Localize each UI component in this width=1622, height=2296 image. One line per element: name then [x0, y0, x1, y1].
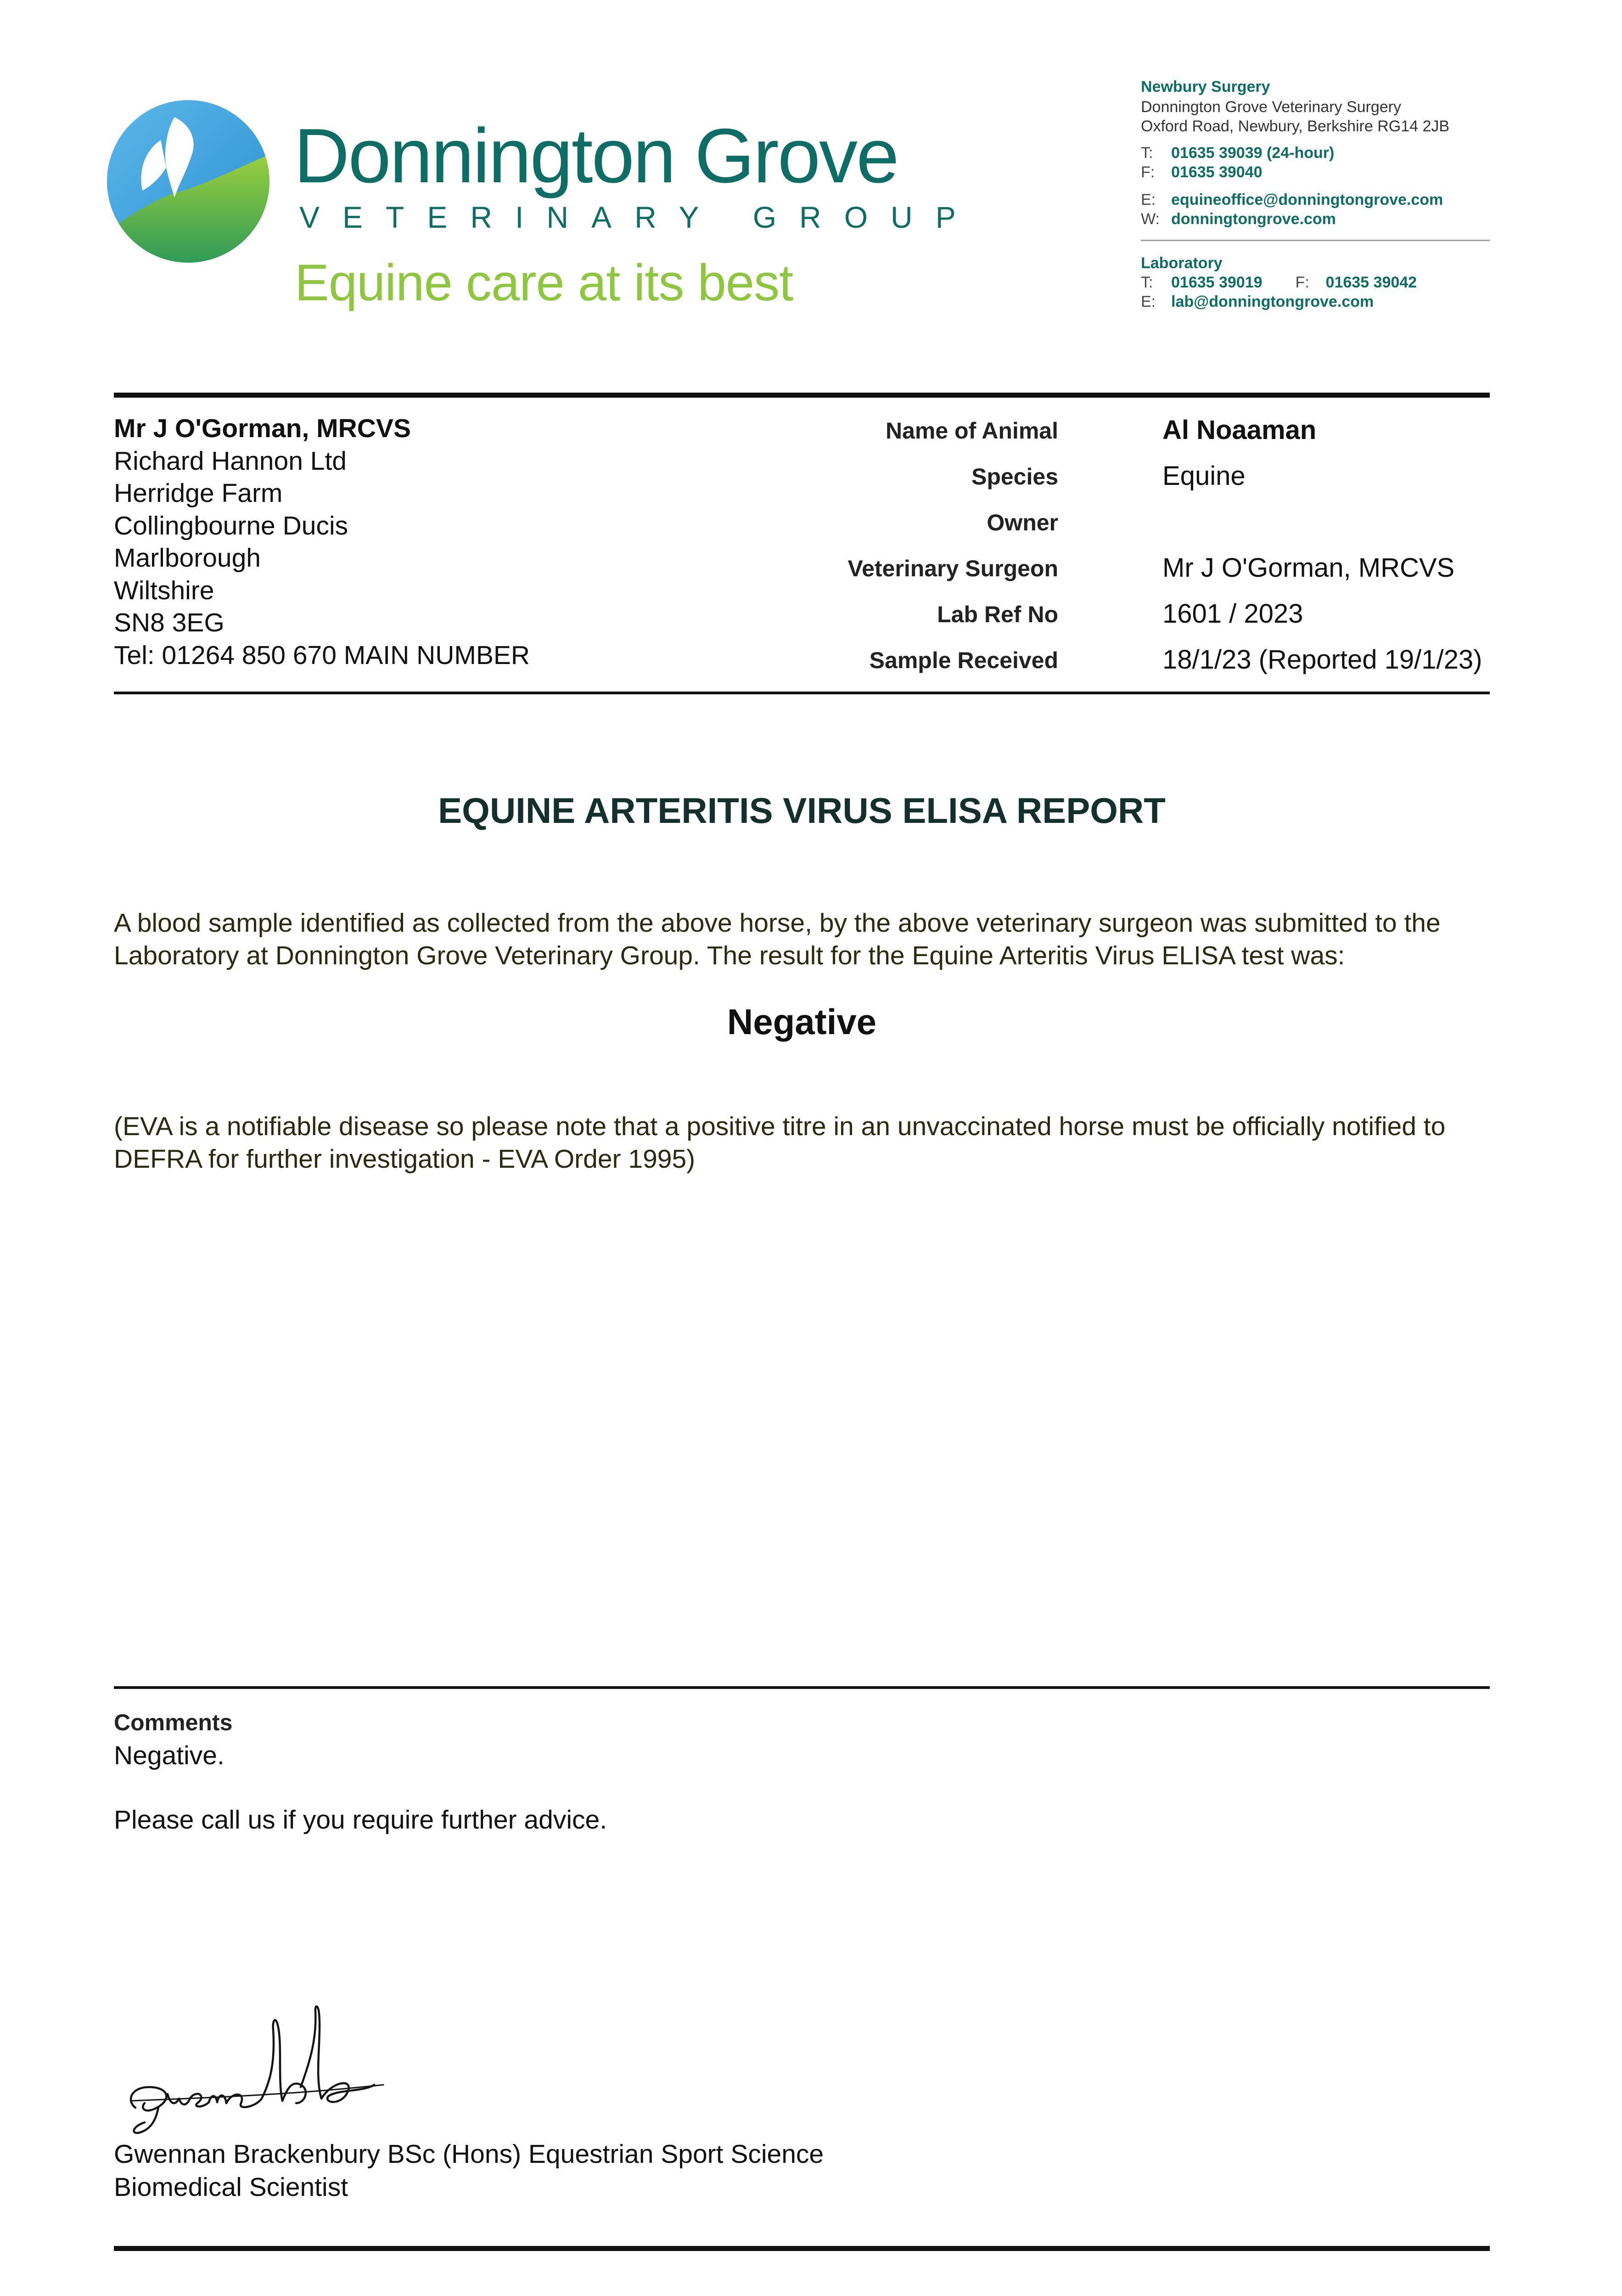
test-result: Negative [727, 1002, 877, 1042]
laboratory-phone-fax: T: 01635 39019 F: 01635 39042 [1141, 274, 1417, 291]
footer-rule [114, 2246, 1490, 2251]
info-value: Equine [1162, 461, 1246, 491]
surgery-email: E: equineoffice@donningtongrove.com [1141, 191, 1443, 208]
info-row-species [826, 461, 1492, 506]
comments-text: Negative. [114, 1741, 224, 1770]
animal-info-table [826, 415, 1492, 690]
info-row-lab-ref [826, 598, 1492, 644]
laboratory-phone-number[interactable]: 01635 39019 [1171, 274, 1263, 291]
recipient-address [114, 412, 619, 682]
practice-logo [106, 99, 271, 264]
address-line: Marlborough [114, 543, 261, 573]
surgery-address-line2: Oxford Road, Newbury, Berkshire RG14 2JB [1141, 118, 1450, 135]
signatory-role: Biomedical Scientist [114, 2172, 348, 2202]
info-label: Sample Received [869, 647, 1058, 673]
address-line: Herridge Farm [114, 478, 283, 508]
info-row-vet [826, 552, 1492, 598]
recipient-name: Mr J O'Gorman, MRCVS [114, 414, 411, 443]
contact-divider [1141, 240, 1490, 241]
info-label: Lab Ref No [937, 602, 1058, 627]
info-row-sample-received [826, 644, 1492, 690]
surgery-website: W: donningtongrove.com [1141, 210, 1336, 228]
laboratory-email: E: lab@donningtongrove.com [1141, 293, 1374, 310]
advice-text: Please call us if you require further advice. [114, 1805, 607, 1835]
surgery-heading: Newbury Surgery [1141, 78, 1270, 96]
address-line: SN8 3EG [114, 608, 224, 637]
surgery-fax: F: 01635 39040 [1141, 163, 1263, 181]
notice-paragraph: (EVA is a notifiable disease so please note that a positive titre in an unvaccinated horse must be officially notified to DEFRA for further investigation - EVA Order 1995) [114, 1112, 1446, 1174]
laboratory-heading: Laboratory [1141, 254, 1223, 272]
surgery-address-line1: Donnington Grove Veterinary Surgery [1141, 98, 1401, 116]
comments-heading: Comments [114, 1710, 233, 1735]
info-value: Al Noaaman [1162, 415, 1317, 445]
surgery-phone-number[interactable]: 01635 39039 (24-hour) [1171, 144, 1335, 162]
report-title: EQUINE ARTERITIS VIRUS ELISA REPORT [438, 790, 1166, 831]
info-value: 1601 / 2023 [1162, 599, 1303, 629]
address-line: Wiltshire [114, 575, 214, 605]
info-value: Mr J O'Gorman, MRCVS [1162, 553, 1455, 583]
info-rule [114, 692, 1490, 694]
intro-paragraph: A blood sample identified as collected from the above horse, by the above veterinary surgeon was submitted to the Laboratory at Donnington Grove Veterinary Group. The result for the Equine Arteritis Virus ELISA test was: [114, 908, 1441, 970]
website-link[interactable]: donningtongrove.com [1171, 210, 1336, 228]
surgery-phone: T: 01635 39039 (24-hour) [1141, 144, 1335, 162]
info-value: 18/1/23 (Reported 19/1/23) [1162, 645, 1482, 675]
comments-rule [114, 1686, 1490, 1689]
brand-subtitle: VETERINARY GROUP [299, 200, 979, 234]
laboratory-email-link[interactable]: lab@donningtongrove.com [1171, 293, 1374, 310]
address-line: Collingbourne Ducis [114, 511, 348, 540]
info-row-owner [826, 506, 1492, 552]
info-row-name [826, 415, 1492, 461]
address-phone: Tel: 01264 850 670 MAIN NUMBER [114, 640, 530, 670]
info-label: Owner [987, 510, 1058, 535]
header-rule [114, 393, 1490, 398]
info-label: Name of Animal [885, 418, 1058, 444]
info-label: Species [971, 464, 1058, 490]
brand-name: Donnington Grove [294, 113, 898, 199]
info-label: Veterinary Surgeon [847, 556, 1058, 581]
signatory-name: Gwennan Brackenbury BSc (Hons) Equestrian Sport Science [114, 2139, 824, 2169]
brand-tagline: Equine care at its best [295, 254, 793, 311]
handwritten-signature [117, 1993, 402, 2144]
surgery-email-link[interactable]: equineoffice@donningtongrove.com [1171, 191, 1443, 208]
address-line: Richard Hannon Ltd [114, 446, 347, 476]
